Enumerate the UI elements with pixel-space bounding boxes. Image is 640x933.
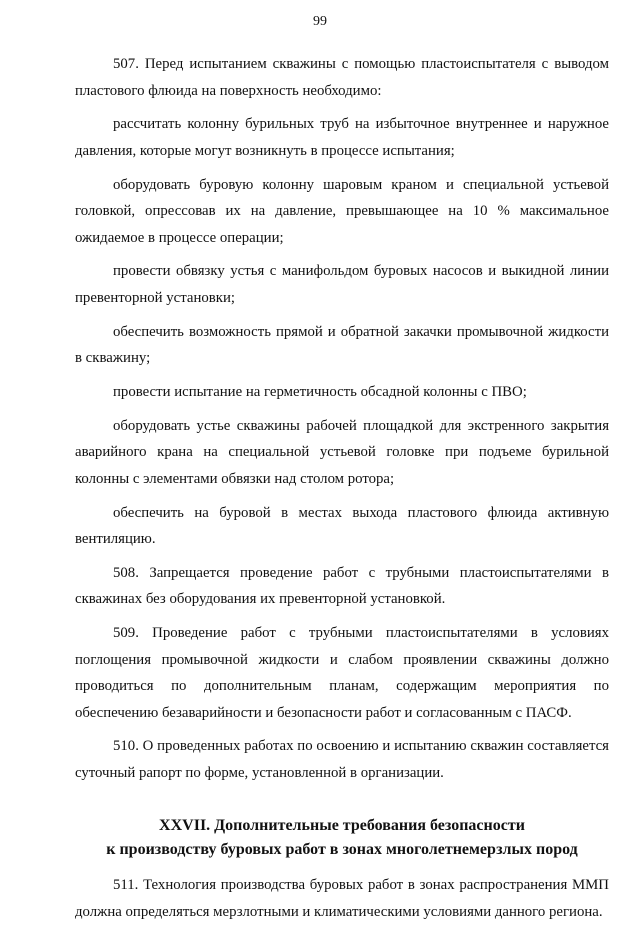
paragraph-509: 509. Проведение работ с трубными пластоиспытателями в условиях поглощения промывочной жидкости и слабом проявлении скважины должно проводиться по дополнительным планам, содержащим мероприятия по обеспечению безаварийности и безопасности работ и согласованным с ПАСФ. <box>75 625 609 721</box>
paragraph-511: 511. Технология производства буровых работ в зонах распространения ММП должна определяться мерзлотными и климатическими условиями данного региона. <box>75 877 609 920</box>
paragraph-507: 507. Перед испытанием скважины с помощью пластоиспытателя с выводом пластового флюида на поверхность необходимо: <box>75 56 609 99</box>
paragraph-507-item-1: рассчитать колонну бурильных труб на избыточное внутреннее и наружное давления, которые могут возникнуть в процессе испытания; <box>75 116 609 159</box>
paragraph-508: 508. Запрещается проведение работ с трубными пластоиспытателями в скважинах без оборудования их превенторной установкой. <box>75 564 609 608</box>
section-heading <box>75 814 609 862</box>
paragraph-507-item-6: оборудовать устье скважины рабочей площадкой для экстренного закрытия аварийного крана на специальной устьевой головке при подъеме бурильной колонны с элементами обвязки над столом ротора; <box>75 417 609 487</box>
section-heading-line-1: XXVII. Дополнительные требования безопасности <box>159 817 525 835</box>
section-heading-line-2: к производству буровых работ в зонах многолетнемерзлых пород <box>106 841 578 859</box>
paragraph-507-item-3: провести обвязку устья с манифольдом буровых насосов и выкидной линии превенторной установки; <box>75 263 609 306</box>
page-number: 99 <box>313 14 327 29</box>
paragraph-507-item-5: провести испытание на герметичность обсадной колонны с ПВО; <box>113 383 527 400</box>
paragraph-507-item-2: оборудовать буровую колонну шаровым краном и специальной устьевой головкой, опрессовав их на давление, превышающее на 10 % максимальное ожидаемое в процессе операции; <box>75 176 609 246</box>
paragraph-510: 510. О проведенных работах по освоению и испытанию скважин составляется суточный рапорт по форме, установленной в организации. <box>75 738 609 781</box>
paragraph-507-item-4: обеспечить возможность прямой и обратной закачки промывочной жидкости в скважину; <box>75 323 609 367</box>
paragraph-507-item-7: обеспечить на буровой в местах выхода пластового флюида активную вентиляцию. <box>75 504 609 548</box>
document-body <box>75 51 609 933</box>
